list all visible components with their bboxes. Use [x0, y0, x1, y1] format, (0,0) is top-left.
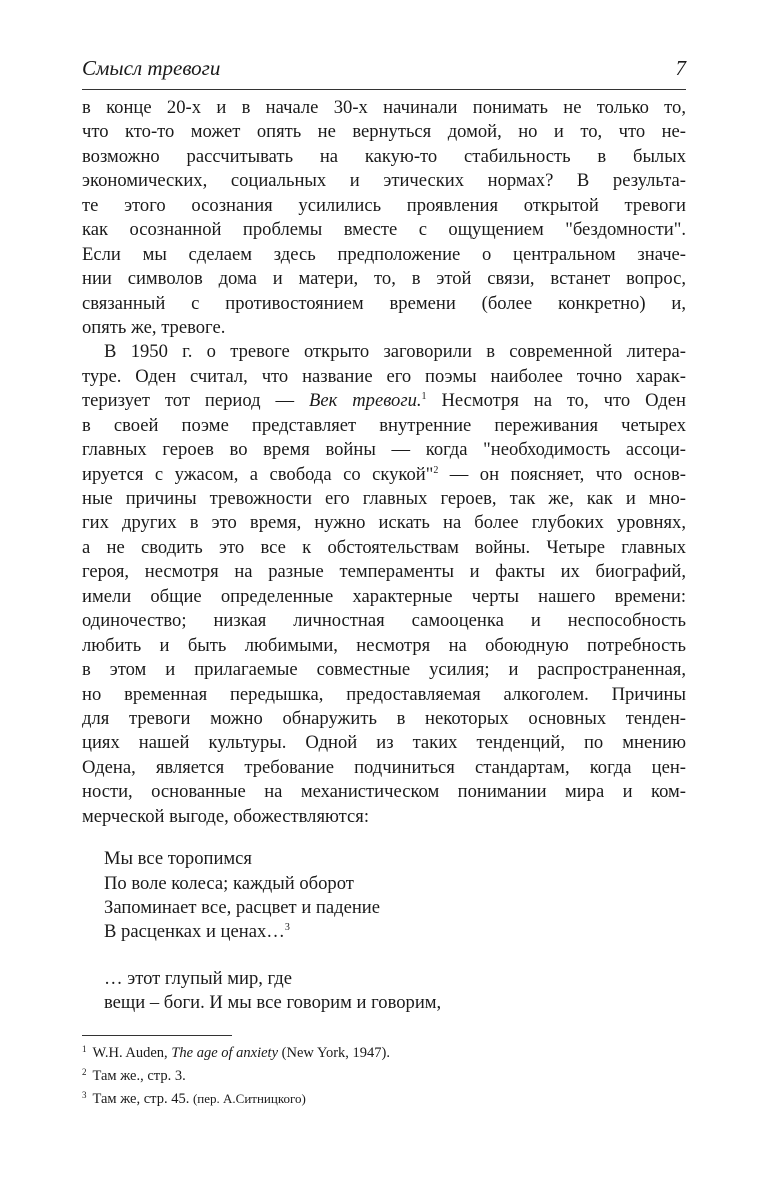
text-line: экономических, социальных и этических нормах? В результа-	[82, 170, 686, 192]
running-head-title: Смысл тревоги	[82, 56, 221, 80]
header-rule	[82, 89, 686, 90]
poem-line: Запоминает все, расцвет и падение	[104, 897, 380, 918]
stanza-gap	[82, 945, 686, 967]
paragraph-2	[82, 340, 686, 829]
text-fragment: W.H. Auden,	[92, 1045, 172, 1061]
poem-line: По воле колеса; каждый оборот	[104, 872, 354, 894]
text-line: любить и быть любимыми, несмотря на обоюдную потребность	[82, 634, 686, 656]
text-line: в этом и прилагаемые совместные усилия; и распространенная,	[82, 659, 686, 681]
text-line	[82, 463, 686, 487]
text-line: туре. Оден считал, что название его поэмы наиболее точно харак-	[82, 365, 686, 387]
text-line: гих других в это время, нужно искать на более глубоких уровнях,	[82, 512, 686, 534]
poem-line: Мы все торопимся	[104, 848, 252, 870]
text-line: в конце 20-х и в начале 30-х начинали понимать не только то,	[82, 97, 686, 118]
text-fragment: Там же., стр. 3.	[92, 1068, 186, 1084]
text-fragment: (New York, 1947).	[278, 1045, 391, 1061]
text-line: героя, несмотря на разные темпераменты и факты их биографий,	[82, 561, 686, 583]
text-line: в своей поэме представляет внутренние переживания четырех	[82, 414, 686, 436]
text-fragment: В расценках и ценах…	[104, 921, 285, 943]
text-line: те этого осознания усилились проявления открытой тревоги	[82, 194, 686, 216]
text-line: ности, основанные на механистическом понимании мира и ком-	[82, 781, 686, 803]
running-head	[82, 56, 686, 84]
poem-line: … этот глупый мир, где	[104, 967, 292, 989]
text-line: возможно рассчитывать на какую-то стабильность в былых	[82, 145, 686, 167]
text-line: главных героев во время войны — когда "необходимость ассоци-	[82, 439, 686, 461]
text-line: для тревоги можно обнаружить в некоторых основных тенден-	[82, 707, 686, 729]
text-line: Если мы сделаем здесь предположение о центральном значе-	[82, 243, 686, 265]
text-line: но временная передышка, предоставляемая алкоголем. Причины	[82, 683, 686, 705]
poem-line	[82, 920, 686, 944]
text-line: Одена, является требование подчиниться стандартам, когда цен-	[82, 756, 686, 778]
text-line: опять же, тревоге.	[82, 316, 226, 338]
text-line	[82, 389, 686, 413]
footnote-1	[82, 1040, 686, 1063]
paragraph-1	[82, 96, 686, 340]
footnote-2	[82, 1063, 686, 1086]
text-line: как осознанной проблемы вместе с ощущением "бездомности".	[82, 219, 686, 241]
text-fragment: Несмотря на то, что Оден	[426, 390, 686, 412]
text-line: ные причины тревожности его главных героев, так же, как и мно-	[82, 488, 686, 509]
text-fragment: — он поясняет, что основ-	[438, 463, 686, 485]
footnotes	[82, 1040, 686, 1109]
footnote-ref: 3	[284, 922, 290, 934]
text-line: мерческой выгоде, обожествляются:	[82, 805, 369, 827]
text-line: циях нашей культуры. Одной из таких тенденций, по мнению	[82, 732, 686, 754]
body-text	[82, 96, 686, 1016]
text-fragment: Там же, стр. 45.	[92, 1091, 193, 1107]
text-fragment: теризует тот период —	[82, 390, 310, 412]
footnote-3	[82, 1086, 686, 1109]
footnote-number: 2	[82, 1067, 87, 1077]
poem-line: вещи – боги. И мы все говорим и говорим,	[104, 992, 442, 1014]
book-title: Век тревоги.	[309, 390, 422, 412]
text-fragment: ируется с ужасом, а свобода со скукой"	[82, 463, 434, 485]
footnote-number: 3	[82, 1090, 87, 1100]
page-number: 7	[675, 56, 686, 80]
book-title: The age of anxiety	[171, 1045, 279, 1061]
translator-note: (пер. А.Ситницкого)	[192, 1091, 306, 1106]
text-line: имели общие определенные характерные черты нашего времени:	[82, 585, 686, 607]
footnote-ref: 2	[433, 464, 439, 476]
footnote-ref: 1	[421, 391, 427, 403]
footnote-number: 1	[82, 1044, 87, 1054]
text-line: В 1950 г. о тревоге открыто заговорили в современной литера-	[104, 341, 686, 363]
text-line: а не сводить это все к обстоятельствам войны. Четыре главных	[82, 536, 686, 558]
text-line: связанный с противостоянием времени (более конкретно) и,	[82, 292, 686, 314]
poem-quote	[82, 847, 686, 1016]
text-line: нии символов дома и матери, то, в этой связи, встанет вопрос,	[82, 268, 686, 290]
footnote-rule	[82, 1035, 232, 1036]
text-line: что кто-то может опять не вернуться домой, но и то, что не-	[82, 121, 686, 143]
text-line: одиночество; низкая личностная самооценка и неспособность	[82, 610, 686, 632]
